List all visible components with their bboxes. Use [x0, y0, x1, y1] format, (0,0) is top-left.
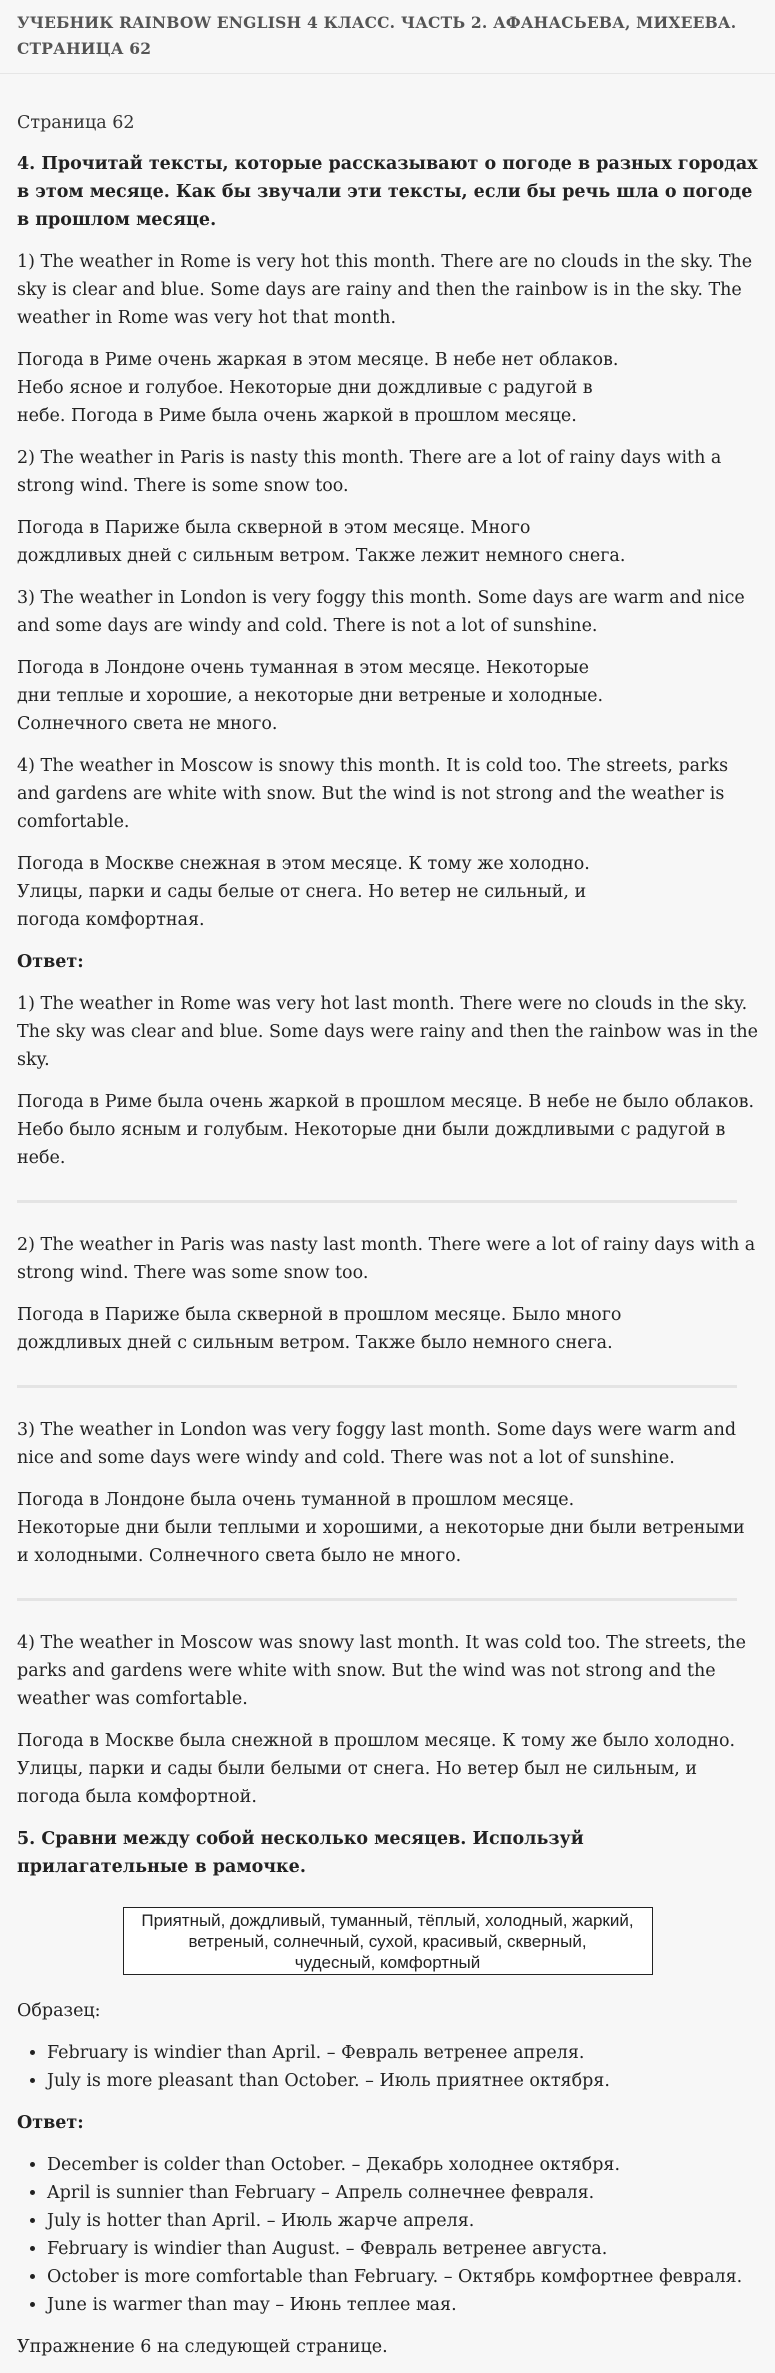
ru-line: погода комфортная.	[17, 910, 205, 930]
task-4-answer-1-en: 1) The weather in Rome was very hot last month. There were no clouds in the sky. The sky was clear and blue. Some days were rainy and then the rainbow was in the sky.	[17, 994, 759, 1070]
task-4-text-2-ru	[17, 514, 758, 570]
task-4-answer-4-ru	[17, 1727, 758, 1811]
task-4-answer-3-ru	[17, 1486, 758, 1570]
ru-line: Некоторые дни были теплыми и хорошими, а некоторые дни были ветреными и холодными. Солнечного света было не много.	[17, 1518, 745, 1566]
ru-line: Солнечного света не много.	[17, 714, 278, 734]
word-box-line: ветреный, солнечный, сухой, красивый, скверный,	[188, 1932, 587, 1951]
task-5-answer-label: Ответ:	[17, 2113, 84, 2133]
sample-label: Образец:	[17, 2001, 101, 2021]
task-4-text-4-en: 4) The weather in Moscow is snowy this month. It is cold too. The streets, parks and gardens are white with snow. But the wind is not strong and the weather is comfortable.	[17, 756, 729, 832]
task-4-title: 4. Прочитай тексты, которые рассказывают о погоде в разных городах в этом месяце. Как бы звучали эти тексты, если бы речь шла о погоде в прошлом месяце.	[17, 154, 758, 230]
ru-line: Небо ясное и голубое. Некоторые дни дождливые с радугой в	[17, 378, 593, 398]
task-4-answer-4-en: 4) The weather in Moscow was snowy last month. It was cold too. The streets, the parks and gardens were white with snow. But the wind was not strong and the weather was comfortable.	[17, 1633, 746, 1709]
page-label: Страница 62	[17, 113, 135, 133]
word-box-line: чудесный, комфортный	[294, 1953, 481, 1972]
list-item: • December is colder than October. – Декабрь холоднее октября.	[47, 2151, 758, 2179]
answer-list	[17, 2151, 758, 2319]
ru-line: дождливых дней с сильным ветром. Также лежит немного снега.	[17, 546, 626, 566]
task-4-answer-label: Ответ:	[17, 952, 84, 972]
ru-line: дни теплые и хорошие, а некоторые дни ветреные и холодные.	[17, 686, 604, 706]
ru-line: Погода в Париже была скверной в этом месяце. Много	[17, 518, 531, 538]
list-item: • July is hotter than April. – Июль жарче апреля.	[47, 2207, 758, 2235]
task-4-answer-2-ru	[17, 1301, 758, 1357]
task-4-text-4-ru	[17, 850, 758, 934]
list-item: • April is sunnier than February – Апрель солнечнее февраля.	[47, 2179, 758, 2207]
ru-line: Погода в Москве была снежной в прошлом месяце. К тому же было холодно. Улицы, парки и сады были белыми от снега. Но ветер был не сильным, и погода была комфортной.	[17, 1731, 736, 1807]
ru-line: Погода в Париже была скверной в прошлом месяце. Было много	[17, 1305, 622, 1325]
task-4-text-1-en: 1) The weather in Rome is very hot this month. There are no clouds in the sky. The sky is clear and blue. Some days are rainy and then the rainbow is in the sky. The weather in Rome was very hot that month.	[17, 252, 753, 328]
ru-line: Погода в Москве снежная в этом месяце. К тому же холодно.	[17, 854, 590, 874]
ru-line: Погода в Риме очень жаркая в этом месяце. В небе нет облаков.	[17, 350, 619, 370]
task-4-text-3-ru	[17, 654, 758, 738]
task-4-answer-3-en: 3) The weather in London was very foggy last month. Some days were warm and nice and some days were windy and cold. There was not a lot of sunshine.	[17, 1420, 737, 1468]
list-item: • February is windier than August. – Февраль ветренее августа.	[47, 2235, 758, 2263]
task-4-text-1-ru	[17, 346, 758, 430]
divider	[17, 1598, 737, 1601]
word-box-line: Приятный, дождливый, туманный, тёплый, холодный, жаркий,	[141, 1911, 634, 1930]
next-exercise-note: Упражнение 6 на следующей странице.	[17, 2337, 388, 2357]
list-item: • July is more pleasant than October. – Июль приятнее октября.	[47, 2067, 758, 2095]
task-4-text-3-en: 3) The weather in London is very foggy this month. Some days are warm and nice and some days are windy and cold. There is not a lot of sunshine.	[17, 588, 745, 636]
task-4-answer-1-ru	[17, 1088, 758, 1172]
ru-line: Погода в Риме была очень жаркой в прошлом месяце. В небе не было облаков. Небо было ясным и голубым. Некоторые дни были дождливыми с радугой в небе.	[17, 1092, 755, 1168]
ru-line: дождливых дней с сильным ветром. Также было немного снега.	[17, 1333, 613, 1353]
task-5-title: 5. Сравни между собой несколько месяцев. Используй прилагательные в рамочке.	[17, 1829, 584, 1877]
ru-line: Улицы, парки и сады белые от снега. Но ветер не сильный, и	[17, 882, 587, 902]
ru-line: небе. Погода в Риме была очень жаркой в прошлом месяце.	[17, 406, 577, 426]
list-item: • February is windier than April. – Февраль ветренее апреля.	[47, 2039, 758, 2067]
divider	[17, 1200, 737, 1203]
sample-list	[17, 2039, 758, 2095]
article-content	[0, 74, 775, 2361]
ru-line: Погода в Лондоне была очень туманной в прошлом месяце.	[17, 1490, 575, 1510]
divider	[17, 1385, 737, 1388]
adjectives-word-box	[123, 1907, 653, 1975]
page-heading: УЧЕБНИК RAINBOW ENGLISH 4 КЛАСС. ЧАСТЬ 2. АФАНАСЬЕВА, МИХЕЕВА. СТРАНИЦА 62	[17, 13, 737, 58]
list-item: • June is warmer than may – Июнь теплее мая.	[47, 2291, 758, 2319]
task-4-text-2-en: 2) The weather in Paris is nasty this month. There are a lot of rainy days with a strong wind. There is some snow too.	[17, 448, 722, 496]
task-4-answer-2-en: 2) The weather in Paris was nasty last month. There were a lot of rainy days with a strong wind. There was some snow too.	[17, 1235, 756, 1283]
ru-line: Погода в Лондоне очень туманная в этом месяце. Некоторые	[17, 658, 589, 678]
list-item: • October is more comfortable than February. – Октябрь комфортнее февраля.	[47, 2263, 758, 2291]
page-header	[0, 0, 775, 74]
